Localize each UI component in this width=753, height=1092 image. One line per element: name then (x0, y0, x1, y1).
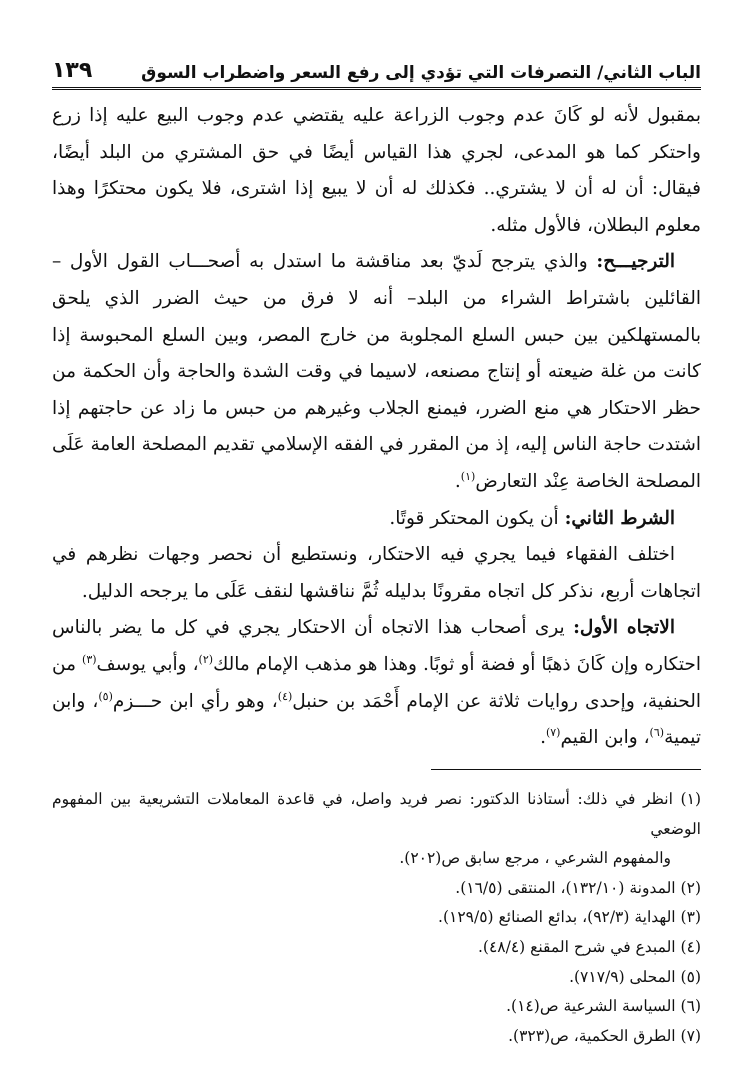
paragraph-1: بمقبول لأنه لو كَانَ عدم وجوب الزراعة عليه يقتضي عدم وجوب البيع عليه إذا زرع واحتكر كما هو المدعى، لجري هذا القياس أيضًا في حق المشتري من البلد أيضًا، فيقال: أن له أن لا يشتري.. فكذلك له أن لا يبيع إذا اشترى، فلا يكون محتكرًا وهذا معلوم البطلان، فالأول مثله. (52, 105, 701, 236)
body-text (52, 98, 701, 757)
paragraph-four-trends: اختلف الفقهاء فيما يجري فيه الاحتكار، ونستطيع أن نحصر وجهات نظرهم في اتجاهات أربع، نذكر كل اتجاه مقرونًا بدليله ثُمَّ نناقشها لنقف عَلَى ما يرجحه الدليل. (52, 544, 701, 602)
footnote-ref-3[interactable]: (٣) (82, 652, 97, 666)
footnote-ref-6[interactable]: (٦) (649, 725, 665, 739)
tarjih-end: . (454, 470, 461, 492)
footnote-ref-1[interactable]: (١) (460, 469, 476, 483)
footnote-number: (٣) (680, 908, 701, 927)
footnote-text: المدونة (١٣٢/١٠)، المنتقى (١٦/٥). (455, 878, 676, 897)
first-trend-text-e: ، وابن تيمية (52, 690, 701, 749)
first-trend-text-c: من الحنفية، وإحدى روايات ثلاثة عن الإمام أَحْمَد بن حنبل (52, 653, 701, 712)
footnote-7 (52, 1022, 701, 1052)
footnote-separator (431, 769, 701, 770)
footnote-text: انظر في ذلك: أستاذنا الدكتور: نصر فريد واصل، في قاعدة المعاملات التشريعية بين المفهوم الوضعي (52, 790, 701, 838)
footnote-3 (52, 903, 701, 933)
footnote-number: (٥) (680, 967, 701, 986)
footnote-2 (52, 874, 701, 904)
footnote-ref-5[interactable]: (٥) (98, 689, 113, 703)
first-trend-label: الاتجاه الأول: (573, 617, 675, 639)
paragraph-tarjih (52, 244, 701, 500)
footnote-1 (52, 785, 701, 844)
footnote-number: (٦) (680, 997, 701, 1016)
footnote-6 (52, 992, 701, 1022)
footnote-number: (٤) (680, 937, 701, 956)
footnotes (52, 785, 701, 1051)
paragraph-second-condition (52, 501, 701, 538)
chapter-title: الباب الثاني/ التصرفات التي تؤدي إلى رفع السعر واضطراب السوق (141, 63, 701, 83)
first-trend-text-a: يرى أصحاب هذا الاتجاه أن الاحتكار يجري في كل ما يضر بالناس احتكاره وإن كَانَ ذهبًا أو فضة أو ثوبًا. وهذا هو مذهب الإمام مالك (52, 617, 702, 675)
footnote-5 (52, 963, 701, 993)
footnote-number: (١) (680, 790, 701, 808)
first-trend-text-b: ، وأبي يوسف (96, 653, 199, 675)
tarjih-text: والذي يترجح لَديّ بعد مناقشة ما استدل به أصحـــاب القول الأول –القائلين باشتراط الشراء من البلد– أنه لا فرق من حيث الضرر الذي يلحق بالمستهلكين بين حبس السلع المجلوبة من خارج المصر، وبين السلع المحبوسة إذا كانت من غلة ضيعته أو إنتاج مصنعه، لاسيما في وقت الشدة والحاجة وأن الحكمة من حظر الاحتكار هي منع الضرر، فيمنع الجلاب وغيرهم من حبس ما زاد عن حاجتهم إذا اشتدت حاجة الناس إليه، إذ من المقرر في الفقه الإسلامي تقديم المصلحة العامة عَلَى المصلحة الخاصة عِنْد التعارض (52, 251, 701, 492)
footnote-ref-7[interactable]: (٧) (545, 725, 561, 739)
footnote-number: (٧) (680, 1026, 701, 1045)
footnote-text: المبدع في شرح المقنع (٤٨/٤). (477, 937, 676, 956)
second-condition-text: أن يكون المحتكر قوتًا. (389, 507, 565, 529)
footnote-number: (٢) (680, 878, 701, 897)
running-header (52, 56, 701, 90)
second-condition-label: الشرط الثاني: (564, 507, 675, 529)
page-number: ١٣٩ (52, 58, 93, 83)
footnote-ref-2[interactable]: (٢) (198, 652, 214, 666)
first-trend-text-f: ، وابن القيم (560, 727, 650, 749)
first-trend-text-d: ، وهو رأي ابن حـــزم (112, 690, 278, 712)
footnote-text: المحلى (٧١٧/٩). (569, 967, 676, 986)
footnote-text: السياسة الشرعية ص(١٤). (506, 997, 676, 1016)
footnote-text: الطرق الحكمية، ص(٣٢٣). (508, 1026, 676, 1045)
paragraph-first-trend (52, 610, 701, 756)
footnote-1-continuation: والمفهوم الشرعي ، مرجع سابق ص(٢٠٢). (399, 849, 671, 868)
footnote-text: الهداية (٩٢/٣)، بدائع الصنائع (١٢٩/٥). (438, 908, 676, 927)
footnote-4 (52, 933, 701, 963)
footnote-ref-4[interactable]: (٤) (277, 689, 293, 703)
first-trend-text-g: . (540, 727, 546, 749)
tarjih-label: الترجيـــح: (596, 251, 675, 273)
